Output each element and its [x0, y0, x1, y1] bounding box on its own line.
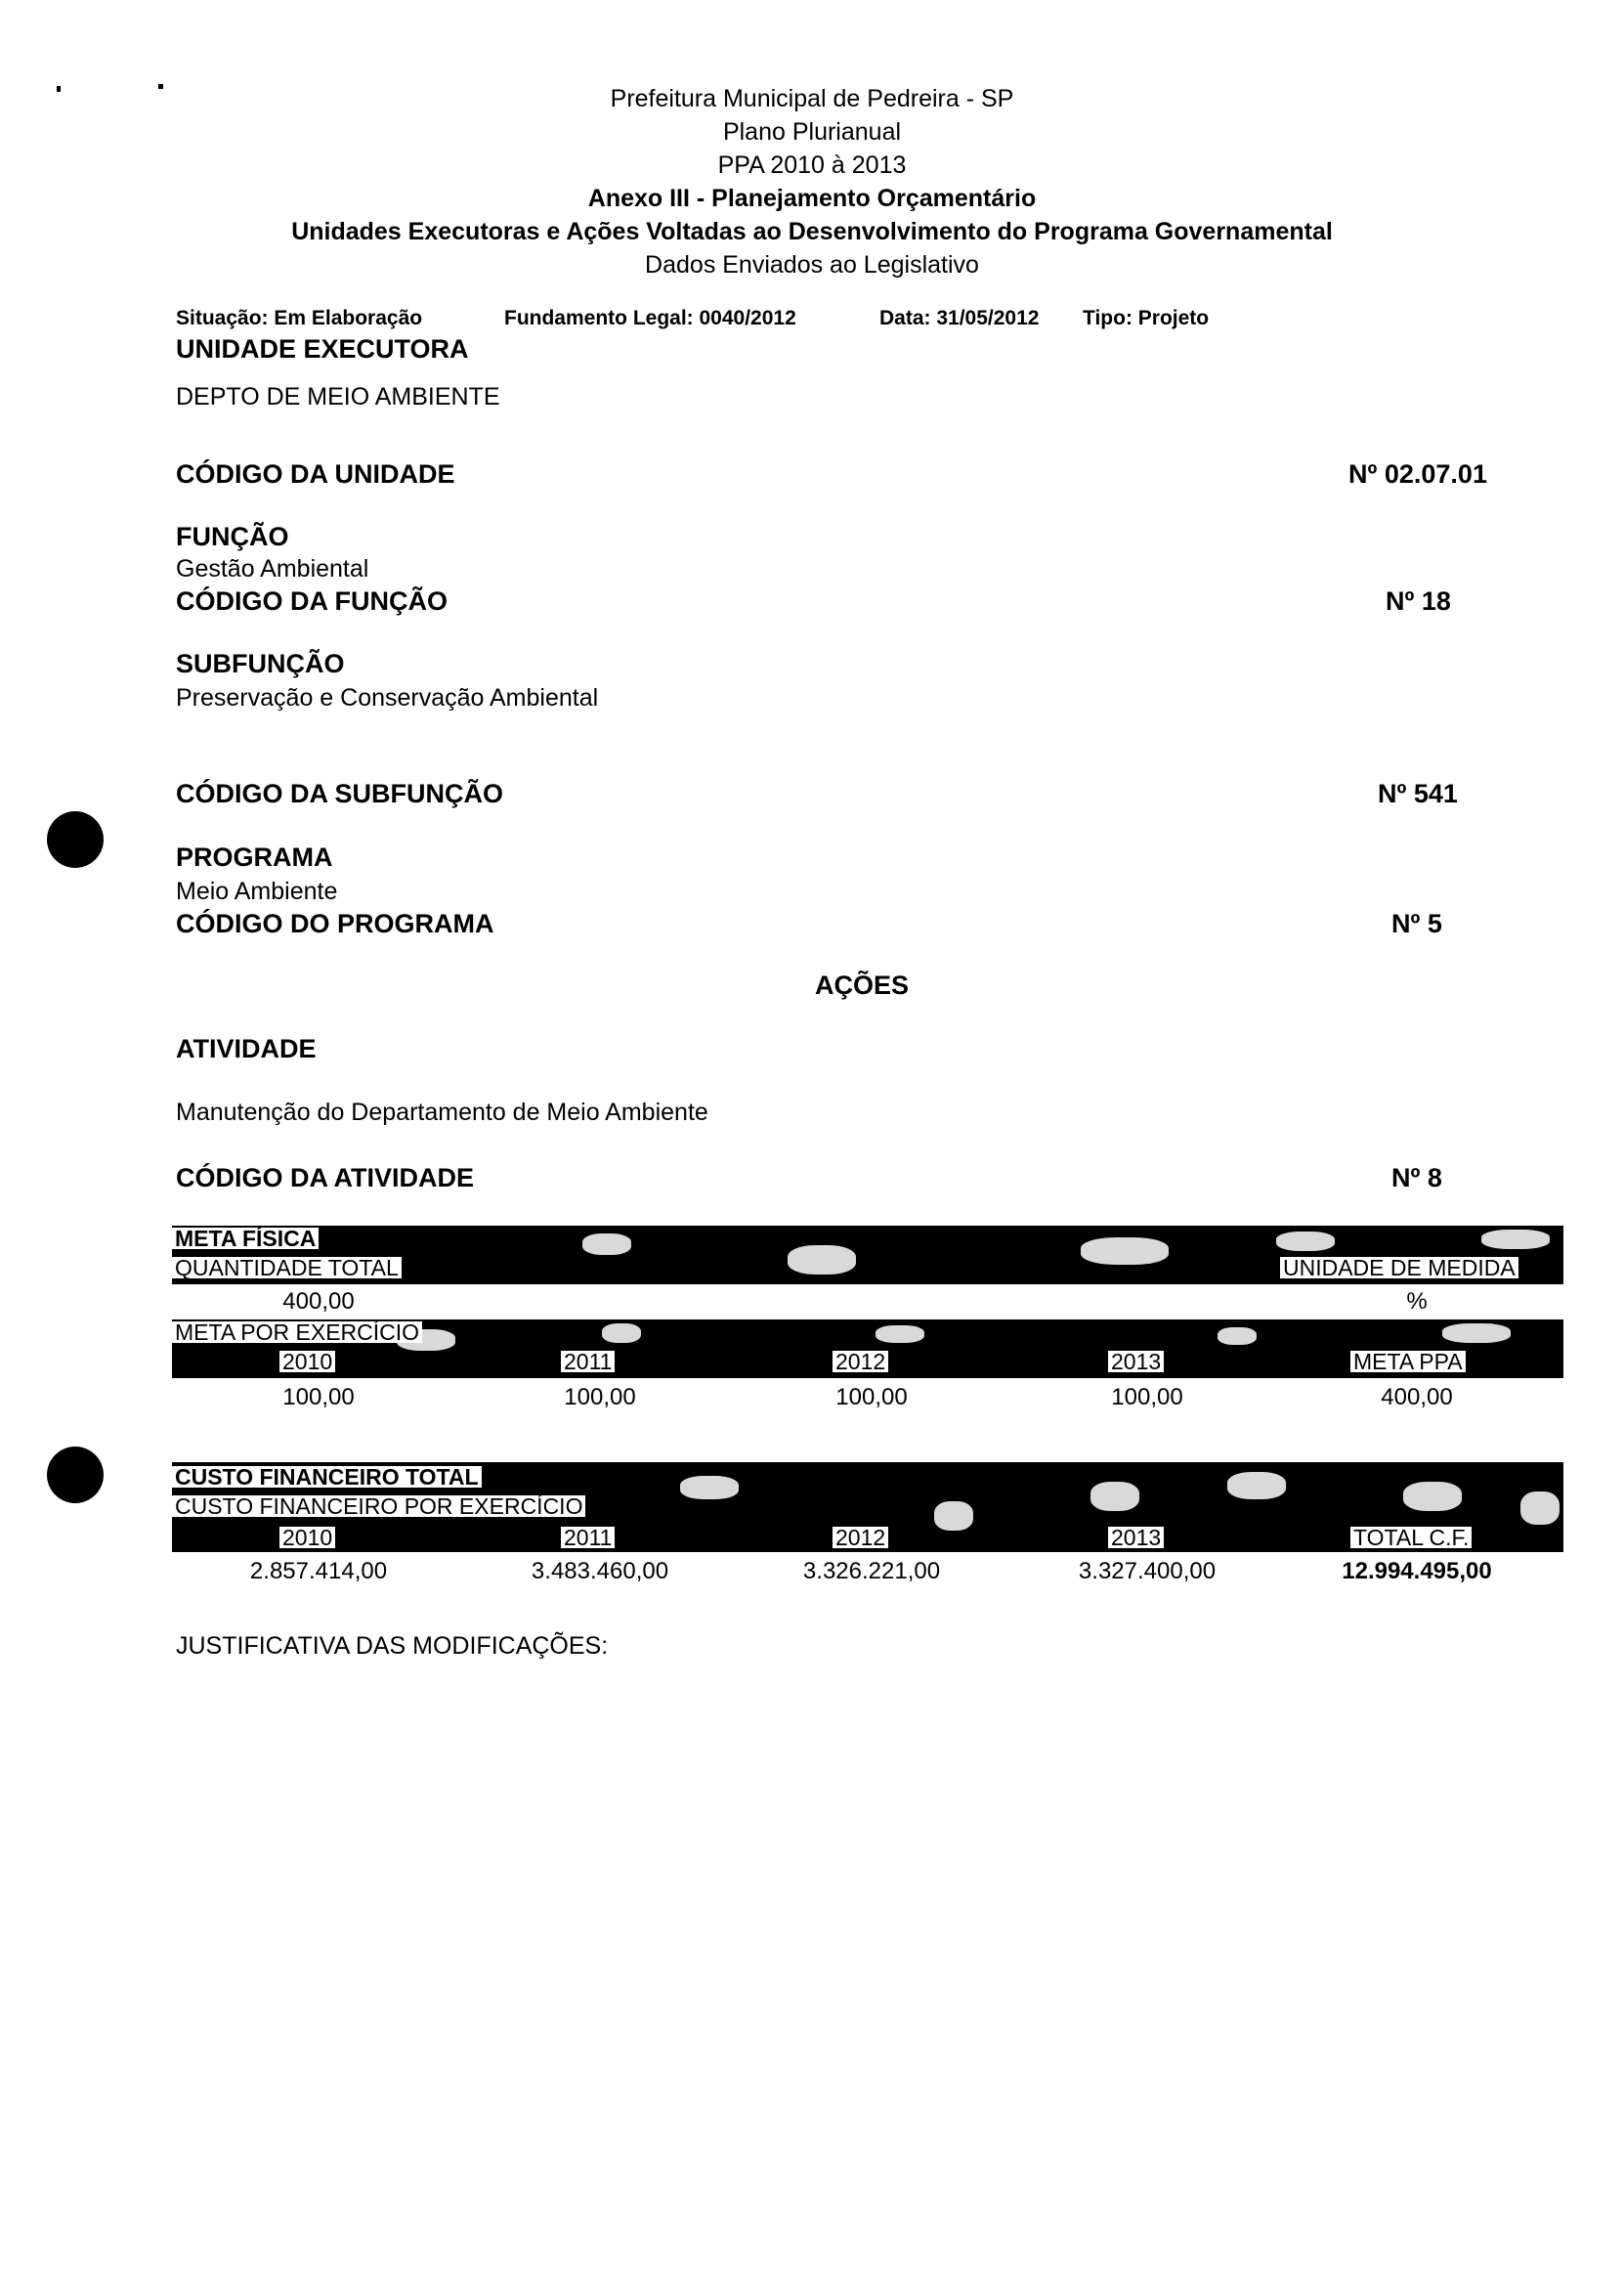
scan-noise — [1481, 1230, 1550, 1249]
codigo-atividade-value: Nº 8 — [1391, 1163, 1442, 1192]
codigo-funcao-label: CÓDIGO DA FUNÇÃO — [176, 586, 448, 616]
scan-noise — [582, 1233, 631, 1255]
scan-noise — [934, 1501, 973, 1531]
header-period: PPA 2010 à 2013 — [717, 151, 907, 179]
custo-value-2010: 2.857.414,00 — [249, 1558, 388, 1584]
scan-noise — [1403, 1482, 1462, 1511]
meta-fisica-band — [172, 1226, 1563, 1284]
custo-year-2013: 2013 — [1108, 1527, 1164, 1548]
header-plan: Plano Plurianual — [722, 118, 902, 146]
meta-value-2010: 100,00 — [282, 1384, 355, 1410]
custo-year-2010: 2010 — [279, 1527, 335, 1548]
codigo-unidade-label: CÓDIGO DA UNIDADE — [176, 459, 455, 489]
custo-value-2013: 3.327.400,00 — [1078, 1558, 1217, 1584]
meta-por-exercicio-label: META POR EXERCÍCIO — [172, 1321, 422, 1343]
total-cf-label: TOTAL C.F. — [1350, 1527, 1472, 1548]
funcao-value: Gestão Ambiental — [176, 555, 369, 583]
tipo: Tipo: Projeto — [1083, 307, 1210, 329]
custo-year-2012: 2012 — [833, 1527, 888, 1548]
unidade-medida-value: % — [1406, 1288, 1428, 1315]
scan-noise — [788, 1245, 856, 1275]
funcao-label: FUNÇÃO — [176, 522, 289, 551]
codigo-atividade-label: CÓDIGO DA ATIVIDADE — [176, 1163, 475, 1192]
header-municipality: Prefeitura Municipal de Pedreira - SP — [610, 85, 1014, 112]
header-annex: Anexo III - Planejamento Orçamentário — [587, 185, 1037, 212]
scan-noise — [680, 1476, 739, 1499]
scan-noise — [1218, 1327, 1257, 1345]
codigo-unidade-value: Nº 02.07.01 — [1348, 459, 1487, 489]
fundamento-legal: Fundamento Legal: 0040/2012 — [504, 307, 796, 329]
subfuncao-label: SUBFUNÇÃO — [176, 649, 345, 678]
programa-value: Meio Ambiente — [176, 878, 338, 905]
codigo-programa-value: Nº 5 — [1391, 909, 1442, 938]
scan-noise — [1090, 1482, 1139, 1511]
acoes-title: AÇÕES — [815, 971, 910, 1000]
meta-year-2010: 2010 — [279, 1351, 335, 1372]
meta-year-2013: 2013 — [1108, 1351, 1164, 1372]
scan-noise — [1227, 1472, 1286, 1499]
data: Data: 31/05/2012 — [879, 307, 1040, 329]
quantidade-total-label: QUANTIDADE TOTAL — [172, 1257, 402, 1278]
quantidade-total-value: 400,00 — [282, 1288, 355, 1315]
justificativa-label: JUSTIFICATIVA DAS MODIFICAÇÕES: — [176, 1632, 609, 1660]
custo-financeiro-band — [172, 1462, 1563, 1552]
meta-ppa-label: META PPA — [1350, 1351, 1466, 1372]
scan-noise — [876, 1325, 924, 1343]
custo-value-2011: 3.483.460,00 — [531, 1558, 669, 1584]
scan-noise — [1276, 1232, 1335, 1251]
situacao: Situação: Em Elaboração — [176, 307, 423, 329]
atividade-value: Manutenção do Departamento de Meio Ambiente — [176, 1099, 708, 1126]
scan-noise — [1442, 1323, 1511, 1343]
codigo-programa-label: CÓDIGO DO PROGRAMA — [176, 909, 494, 938]
meta-fisica-title: META FÍSICA — [172, 1228, 319, 1249]
scan-noise — [602, 1323, 641, 1343]
codigo-funcao-value: Nº 18 — [1386, 586, 1451, 616]
binder-hole — [47, 1447, 104, 1503]
unidade-executora-value: DEPTO DE MEIO AMBIENTE — [176, 383, 500, 411]
meta-year-2011: 2011 — [561, 1351, 615, 1372]
subfuncao-value: Preservação e Conservação Ambiental — [176, 684, 599, 712]
custo-year-2011: 2011 — [561, 1527, 615, 1548]
atividade-label: ATIVIDADE — [176, 1034, 317, 1063]
programa-label: PROGRAMA — [176, 843, 333, 872]
unidade-executora-label: UNIDADE EXECUTORA — [176, 334, 469, 364]
meta-value-2013: 100,00 — [1111, 1384, 1183, 1410]
custo-value-2012: 3.326.221,00 — [802, 1558, 941, 1584]
meta-value-2012: 100,00 — [835, 1384, 908, 1410]
header-status-line: Dados Enviados ao Legislativo — [645, 251, 979, 279]
meta-por-exercicio-band — [172, 1319, 1563, 1378]
custo-por-exercicio-label: CUSTO FINANCEIRO POR EXERCÍCIO — [172, 1495, 585, 1517]
total-cf-value: 12.994.495,00 — [1342, 1558, 1492, 1584]
meta-year-2012: 2012 — [833, 1351, 888, 1372]
binder-hole — [47, 811, 104, 868]
meta-ppa-value: 400,00 — [1381, 1384, 1453, 1410]
meta-value-2011: 100,00 — [564, 1384, 636, 1410]
header-subtitle: Unidades Executoras e Ações Voltadas ao Desenvolvimento do Programa Governamental — [291, 218, 1333, 245]
scan-noise — [1081, 1237, 1169, 1265]
codigo-subfuncao-value: Nº 541 — [1378, 779, 1458, 808]
unidade-medida-label: UNIDADE DE MEDIDA — [1280, 1257, 1518, 1278]
custo-financeiro-title: CUSTO FINANCEIRO TOTAL — [172, 1466, 482, 1488]
codigo-subfuncao-label: CÓDIGO DA SUBFUNÇÃO — [176, 779, 503, 808]
scan-noise — [1520, 1491, 1560, 1525]
